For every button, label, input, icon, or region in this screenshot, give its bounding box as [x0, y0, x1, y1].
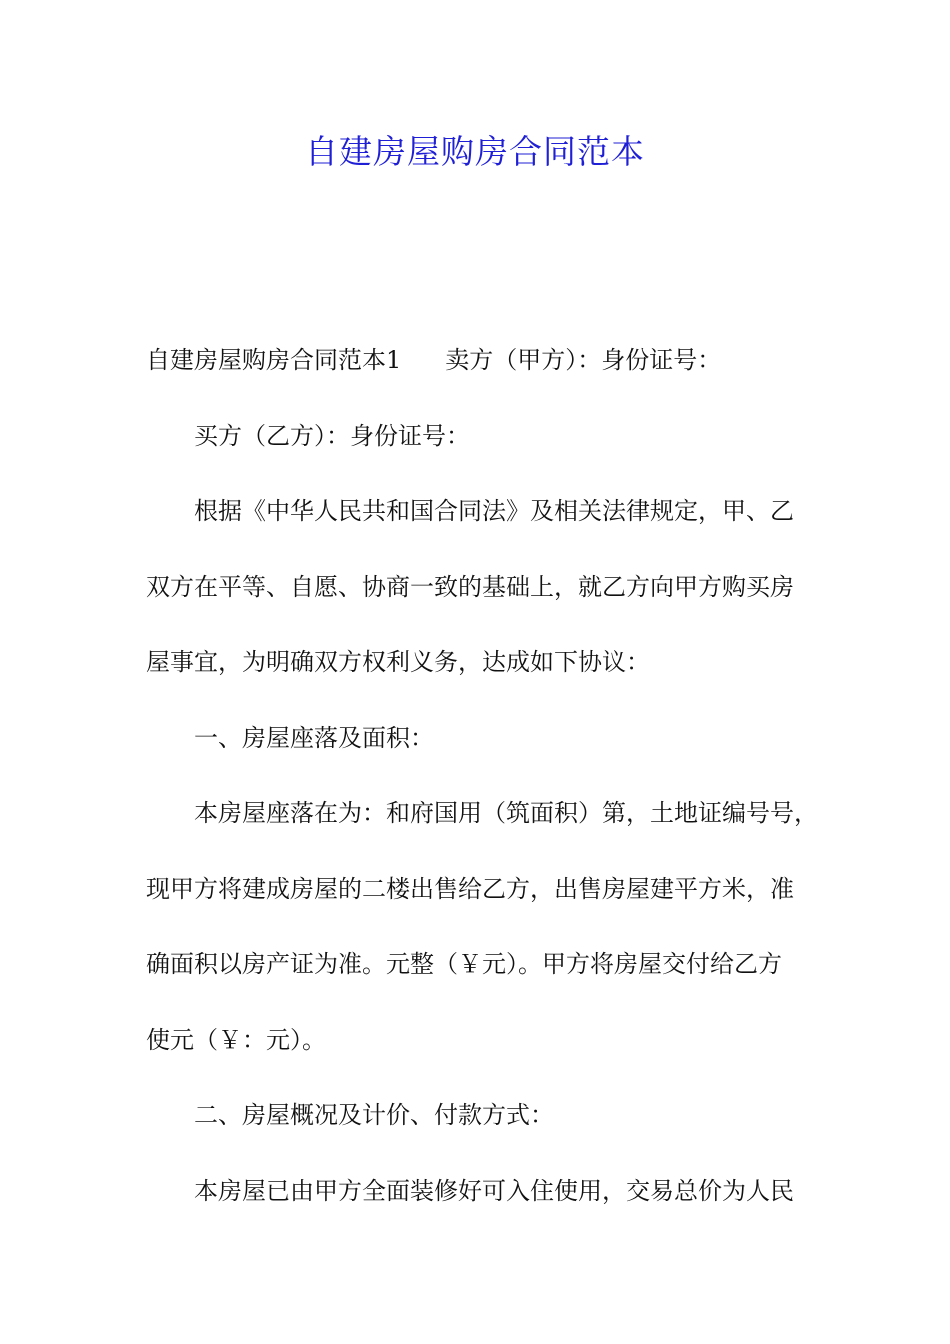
document-body: [146, 340, 818, 1246]
paragraph-line: 现甲方将建成房屋的二楼出售给乙方，出售房屋建平方米，准: [146, 874, 794, 903]
paragraph-line: 根据《中华人民共和国合同法》及相关法律规定，甲、乙: [194, 497, 794, 525]
document-title: 自建房屋购房合同范本: [305, 132, 645, 171]
section-heading: 二、房屋概况及计价、付款方式：: [194, 1101, 554, 1129]
section-heading: 一、房屋座落及面积：: [194, 723, 434, 752]
paragraph-line: 屋事宜，为明确双方权利义务，达成如下协议：: [146, 648, 650, 676]
contract-heading: 自建房屋购房合同范本1: [146, 346, 402, 374]
paragraph-line: 双方在平等、自愿、协商一致的基础上，就乙方向甲方购买房: [146, 572, 794, 601]
paragraph-line: 本房屋座落在为：和府国用（筑面积）第，土地证编号号，: [194, 799, 818, 827]
paragraph-line: 本房屋已由甲方全面装修好可入住使用，交易总价为人民: [194, 1176, 794, 1205]
seller-line: 卖方（甲方）：身份证号：: [445, 346, 722, 374]
buyer-line: 买方（乙方）：身份证号：: [194, 421, 470, 450]
body-line-1: [146, 340, 810, 416]
paragraph-line: 确面积以房产证为准。元整（￥元）。甲方将房屋交付给乙方: [146, 950, 782, 978]
paragraph-line: 使元（￥：元）。: [146, 1025, 326, 1054]
